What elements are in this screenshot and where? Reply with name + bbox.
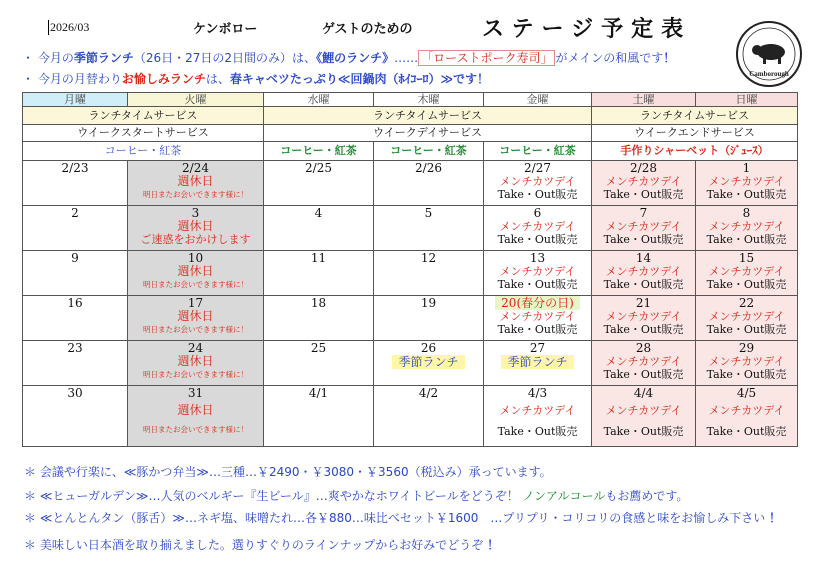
holiday-label: 20(春分の日)	[495, 296, 580, 310]
day-cell: 2/23	[23, 161, 128, 206]
day-cell: 13 メンチカツデイ Take・Out販売	[484, 251, 592, 296]
footer-note-sake: ＊ 美味しい日本酒を取り揃えました。選りすぐりのラインナップからお好みでどうぞ ！	[24, 538, 500, 552]
weekday-wed: 水曜	[264, 93, 374, 107]
weekday-header-row	[23, 93, 798, 107]
weekday-sat: 土曜	[592, 93, 696, 107]
week-row	[23, 161, 798, 206]
week-row	[23, 341, 798, 386]
day-cell: 2	[23, 206, 128, 251]
day-cell: 2/24 週休日 明日またお会いできます様に！	[128, 161, 264, 206]
footer-note-bento: ＊ 会議や行楽に、≪豚かつ弁当≫…三種…￥2490・￥3080・￥3560（税込み）承っています。	[24, 465, 552, 479]
month-label: 2026/03	[50, 20, 90, 34]
day-cell: 1 メンチカツデイ Take・Out販売	[696, 161, 798, 206]
day-cell: 20(春分の日) メンチカツデイ Take・Out販売	[484, 296, 592, 341]
day-cell: 4	[264, 206, 374, 251]
lunch-service-row	[23, 107, 798, 125]
seasonal-lunch-label: 季節ランチ	[392, 355, 464, 369]
guest-label: ゲストのための	[322, 22, 413, 37]
day-cell: 26 季節ランチ	[374, 341, 484, 386]
day-cell: 5	[374, 206, 484, 251]
drink-weekday-fri: コーヒー・紅茶	[484, 142, 592, 161]
footer-note-tongue: ＊ ≪とんとんタン（豚舌）≫…ネギ塩、味噌たれ…各￥880…味比べセット￥1600 …プリプリ・コリコリの食感と味をお愉しみ下さい ！	[24, 511, 782, 525]
day-cell: 9	[23, 251, 128, 296]
weekday-thu: 木曜	[374, 93, 484, 107]
drink-service-row	[23, 142, 798, 161]
day-cell: 12	[374, 251, 484, 296]
service-name-row	[23, 125, 798, 142]
notice-seasonal-lunch: ・ 今月の季節ランチ（26日・27日の2日間のみ）は、《鯉のランチ》…… 「ローストポーク寿司」 がメインの和風です！	[22, 51, 676, 65]
weekday-mon: 月曜	[23, 93, 128, 107]
day-cell: 4/5 メンチカツデイ Take・Out販売	[696, 386, 798, 447]
schedule-table	[22, 92, 798, 447]
page-header	[0, 14, 833, 40]
day-cell: 17 週休日 明日またお会いできます様に！	[128, 296, 264, 341]
day-cell: 4/1	[264, 386, 374, 447]
day-cell: 8 メンチカツデイ Take・Out販売	[696, 206, 798, 251]
drink-weekday-thu: コーヒー・紅茶	[374, 142, 484, 161]
day-cell: 30	[23, 386, 128, 447]
day-cell: 10 週休日 明日またお会いできます様に！	[128, 251, 264, 296]
service-week-start: ウイークスタートサービス	[23, 125, 264, 142]
week-row	[23, 296, 798, 341]
day-cell: 2/25	[264, 161, 374, 206]
day-cell: 6 メンチカツデイ Take・Out販売	[484, 206, 592, 251]
day-cell: 24 週休日 明日またお会いできます様に！	[128, 341, 264, 386]
day-cell: 25	[264, 341, 374, 386]
day-cell: 31 週休日 明日またお会いできます様に！	[128, 386, 264, 447]
logo-text: Camborough	[749, 70, 789, 78]
day-cell: 2/26	[374, 161, 484, 206]
day-cell: 21 メンチカツデイ Take・Out販売	[592, 296, 696, 341]
day-cell: 3 週休日 ご速惑をおかけします	[128, 206, 264, 251]
day-cell: 2/27 メンチカツデイ Take・Out販売	[484, 161, 592, 206]
day-cell: 18	[264, 296, 374, 341]
day-cell: 28 メンチカツデイ Take・Out販売	[592, 341, 696, 386]
lunch-service-weekday: ランチタイムサービス	[264, 107, 592, 125]
notice-monthly-lunch: ・ 今月の月替わりお愉しみランチは、春キャベツたっぷり≪回鍋肉（ﾎｲｺｰﾛ）≫です！	[22, 72, 490, 86]
week-row	[23, 251, 798, 296]
day-cell: 19	[374, 296, 484, 341]
day-cell: 22 メンチカツデイ Take・Out販売	[696, 296, 798, 341]
day-cell: 23	[23, 341, 128, 386]
week-row	[23, 206, 798, 251]
service-weekday: ウイークデイサービス	[264, 125, 592, 142]
drink-weekend: 手作りシャーベット（ｼﾞｭｰｽ）	[592, 142, 798, 161]
shop-name: ケンボロー	[193, 22, 258, 37]
day-cell: 4/4 メンチカツデイ Take・Out販売	[592, 386, 696, 447]
day-cell: 2/28 メンチカツデイ Take・Out販売	[592, 161, 696, 206]
service-weekend: ウイークエンドサービス	[592, 125, 798, 142]
drink-start: コーヒー・紅茶	[23, 142, 264, 161]
lunch-service-start: ランチタイムサービス	[23, 107, 264, 125]
day-cell: 4/2	[374, 386, 484, 447]
day-cell: 11	[264, 251, 374, 296]
day-cell: 7 メンチカツデイ Take・Out販売	[592, 206, 696, 251]
footer-note-beer: ＊ ≪ヒューガルデン≫…人気のベルギー『生ビール』…爽やかなホワイトビールをどうぞ！ ノンアルコールもお薦めです。	[24, 489, 689, 503]
drink-weekday-wed: コーヒー・紅茶	[264, 142, 374, 161]
camborough-logo	[735, 20, 803, 88]
seasonal-lunch-label: 季節ランチ	[501, 355, 573, 369]
weekday-sun: 日曜	[696, 93, 798, 107]
page-title: ステージ予定表	[482, 17, 692, 42]
day-cell: 27 季節ランチ	[484, 341, 592, 386]
day-cell: 14 メンチカツデイ Take・Out販売	[592, 251, 696, 296]
weekday-fri: 金曜	[484, 93, 592, 107]
lunch-service-weekend: ランチタイムサービス	[592, 107, 798, 125]
day-cell: 15 メンチカツデイ Take・Out販売	[696, 251, 798, 296]
day-cell: 29 メンチカツデイ Take・Out販売	[696, 341, 798, 386]
week-row	[23, 386, 798, 447]
day-cell: 16	[23, 296, 128, 341]
weekday-tue: 火曜	[128, 93, 264, 107]
day-cell: 4/3 メンチカツデイ Take・Out販売	[484, 386, 592, 447]
